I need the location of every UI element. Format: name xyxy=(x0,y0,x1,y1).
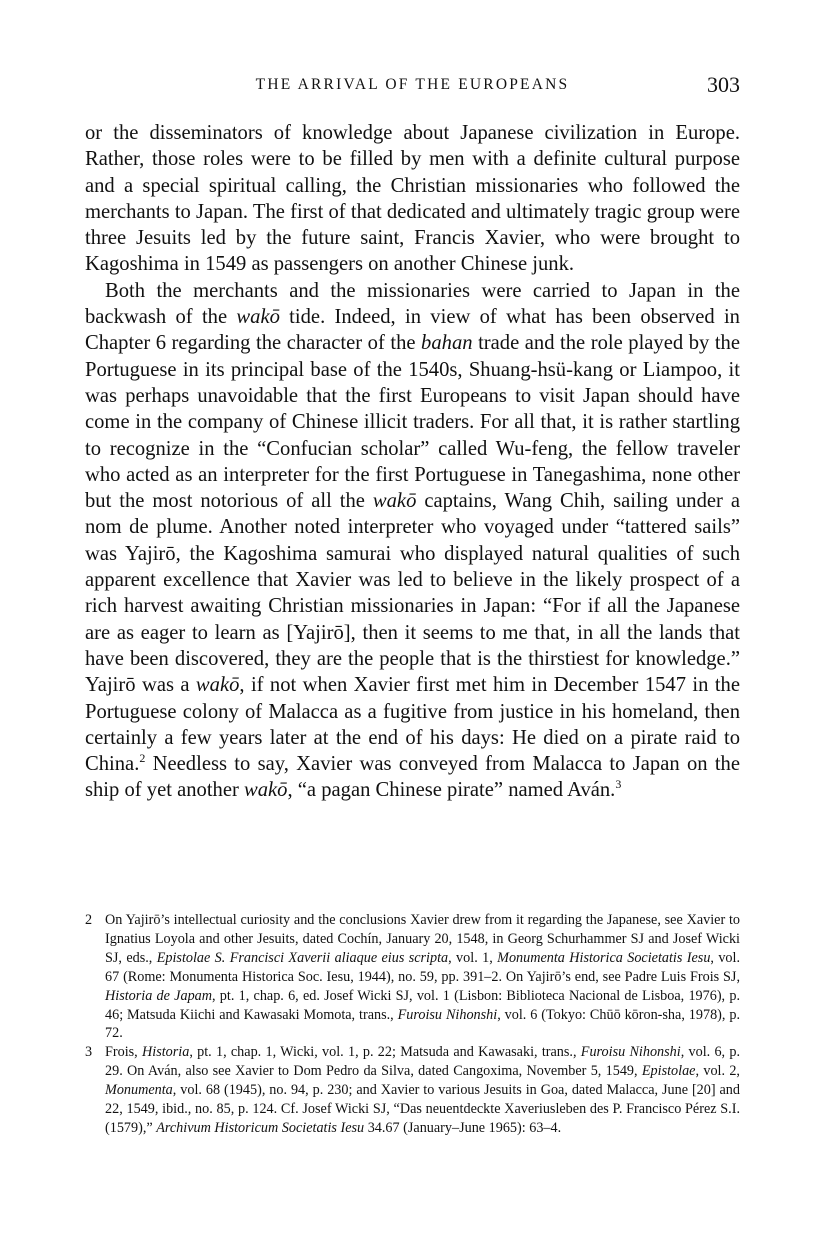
footnote-number: 2 xyxy=(85,912,93,928)
footnote-3 xyxy=(85,1043,740,1138)
term-wako: wakō xyxy=(236,306,280,329)
text-run: , vol. 6 (Tokyo: Chūō kōron-sha, 1978), p. 72. xyxy=(105,1006,740,1042)
term-wako: wakō xyxy=(195,674,240,697)
body-text xyxy=(85,120,740,804)
text-run: Frois, xyxy=(105,1044,142,1061)
citation-title: Monumenta Historica Societatis Iesu xyxy=(497,949,711,966)
citation-title: Historia de Japam xyxy=(105,987,213,1004)
footnote-ref-2[interactable]: 2 xyxy=(139,751,146,766)
text-run: , vol. 2, xyxy=(695,1063,740,1080)
page-number: 303 xyxy=(707,72,740,97)
term-bahan: bahan xyxy=(421,332,473,355)
text-run: , “a pagan Chinese pirate” named Aván. xyxy=(287,779,616,802)
running-title: THE ARRIVAL OF THE EUROPEANS xyxy=(255,76,570,93)
footnote-ref-3[interactable]: 3 xyxy=(615,777,622,792)
term-wako: wakō xyxy=(244,779,288,802)
citation-title: Epistolae S. Francisci Xaverii aliaque eius scripta xyxy=(156,949,449,966)
citation-title: Epistolae xyxy=(641,1063,696,1080)
text-run: , vol. 67 (Rome: Monumenta Historica Soc. Iesu, 1944), no. 59, pp. 391–2. On Yajirō’s end, see Padre Luis Frois SJ, xyxy=(105,949,741,985)
footnote-2 xyxy=(85,911,740,1043)
citation-title: Furoisu Nihonshi xyxy=(397,1006,498,1023)
text-run: captains, Wang Chih, sailing under a nom de plume. Another noted interpreter who voyaged under “tattered sails” was Yajirō, the Kagoshima samurai who displayed natural qualities of such apparent excellence that Xavier was led to believe in the likely prospect of a rich harvest awaiting Christian missionaries in Japan: “For if all the Japanese are as eager to learn as [Yajirō], then it seems to me that, in all the lands that have been discovered, they are the people that is the thirstiest for knowledge.” Yajirō was a xyxy=(85,490,740,697)
text-run: Needless to say, Xavier was conveyed from Malacca to Japan on the ship of yet another xyxy=(85,753,740,802)
citation-title: Furoisu Nihonshi xyxy=(580,1044,681,1061)
text-run: 34.67 (January–June 1965): 63–4. xyxy=(364,1119,562,1136)
text-run: , if not when Xavier first met him in December 1547 in the Portuguese colony of Malacca as a fugitive from justice in his homeland, then certainly a few years later at the end of his days: He died on a pirate raid to China. xyxy=(85,674,740,776)
text-run: trade and the role played by the Portuguese in its principal base of the 1540s, Shuang-hsü-kang or Liampoo, it was perhaps unavoidable that the first Europeans to visit Japan should have come in the company of Chinese illicit traders. For all that, it is rather startling to recognize in the “Confucian scholar” called Wu-feng, the fellow traveler who acted as an interpreter for the first Portuguese in Tanegashima, none other but the most notorious of all the xyxy=(85,332,740,513)
text-run: , pt. 1, chap. 6, ed. Josef Wicki SJ, vol. 1 (Lisbon: Biblioteca Nacional de Lisboa, 1976), p. 46; Matsuda Kiichi and Kawasaki Momota, trans., xyxy=(105,987,740,1023)
text-run: , vol. 68 (1945), no. 94, p. 230; and Xavier to various Jesuits in Goa, dated Malacca, June [20] and 22, 1549, ibid., no. 85, p. 124. Cf. Josef Wicki SJ, “Das neuentdeckte Xaveriusleben des P. Francisco Pérez S.I. (1579),” xyxy=(105,1082,740,1136)
citation-title: Archivum Historicum Societatis Iesu xyxy=(156,1119,365,1136)
text-run: Both the merchants and the missionaries were carried to Japan in the backwash of the xyxy=(85,279,740,329)
text-run: , vol. 6, p. 29. On Aván, also see Xavier to Dom Pedro da Silva, dated Cangoxima, November 5, 1549, xyxy=(105,1044,741,1080)
running-head xyxy=(85,72,740,102)
footnote-number: 3 xyxy=(85,1044,93,1061)
text-run: On Yajirō’s intellectual curiosity and the conclusions Xavier drew from it regarding the Japanese, see Xavier to Ignatius Loyola and other Jesuits, dated Cochín, January 20, 1548, in Georg Schurhammer SJ and Josef Wicki SJ, eds., xyxy=(105,912,740,966)
paragraph-2 xyxy=(85,278,740,804)
text-run: tide. Indeed, in view of what has been observed in Chapter 6 regarding the character of the xyxy=(85,306,740,355)
paragraph-1: or the disseminators of knowledge about Japanese civilization in Europe. Rather, those roles were to be filled by men with a definite cultural purpose and a special spiritual calling, the Christian missionaries who followed the merchants to Japan. The first of that dedicated and ultimately tragic group were three Jesuits led by the future saint, Francis Xavier, who were brought to Kagoshima in 1549 as passengers on another Chinese junk. xyxy=(85,122,740,276)
term-wako: wakō xyxy=(372,490,417,513)
footnotes xyxy=(85,911,740,1138)
citation-title: Monumenta xyxy=(105,1082,173,1099)
citation-title: Historia xyxy=(142,1044,190,1061)
text-run: , pt. 1, chap. 1, Wicki, vol. 1, p. 22; Matsuda and Kawasaki, trans., xyxy=(189,1044,581,1061)
text-run: , vol. 1, xyxy=(448,949,498,966)
